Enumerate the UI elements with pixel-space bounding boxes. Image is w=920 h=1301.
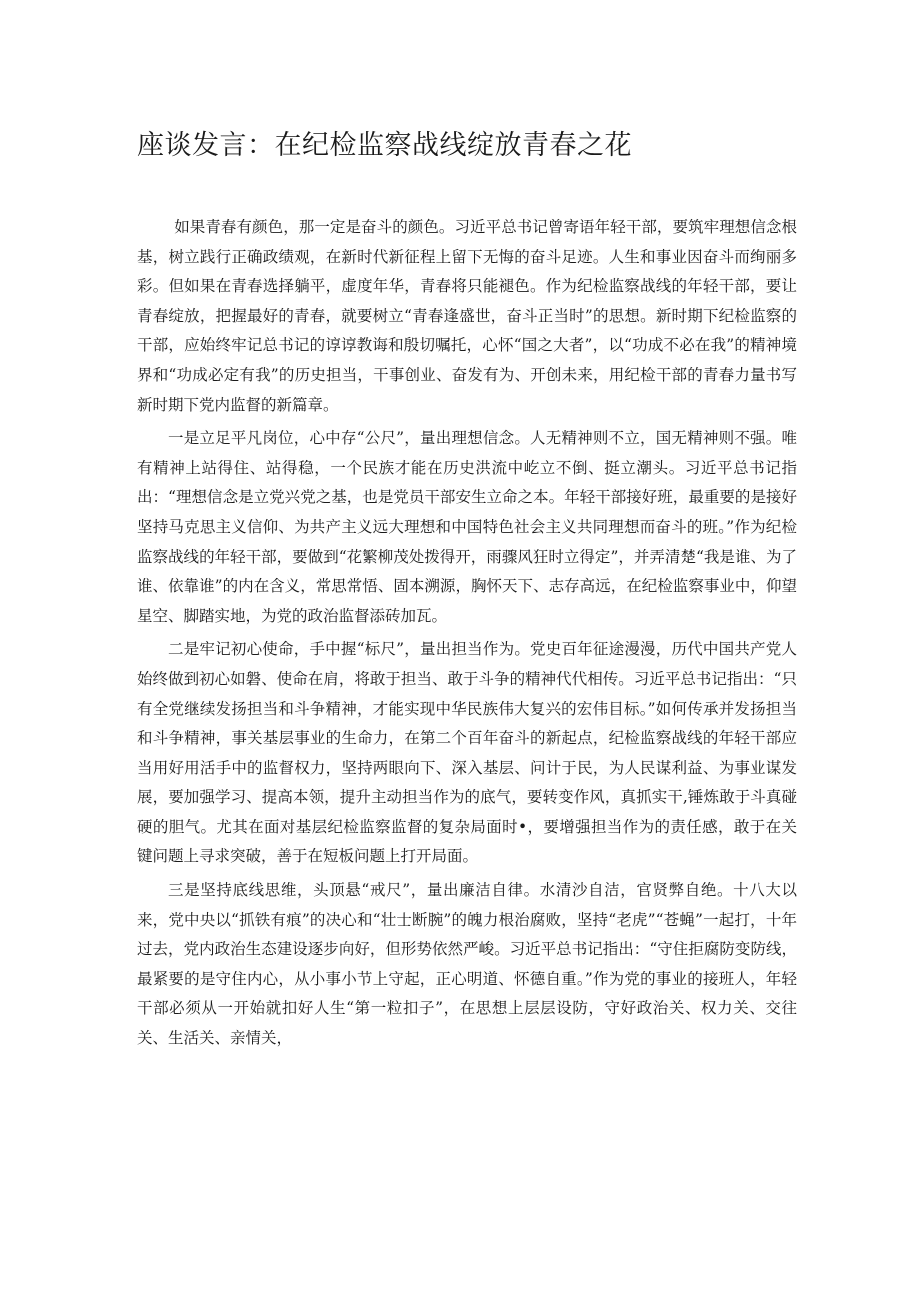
document-body <box>137 213 797 1058</box>
paragraph-point-one: 一是立足平凡岗位，心中存“公尺”，量出理想信念。人无精神则不立，国无精神则不强。唯有精神上站得住、站得稳，一个民族才能在历史洪流中屹立不倒、挺立潮头。习近平总书记指出：“理想信念是立党兴党之基，也是党员干部安生立命之本。年轻干部接好班，最重要的是接好坚持马克思主义信仰、为共产主义远大理想和中国特色社会主义共同理想而奋斗的班。”作为纪检监察战线的年轻干部，要做到“花繁柳茂处拨得开，雨骤风狂时立得定”，并弄清楚“我是谁、为了谁、依靠谁”的内在含义，常思常悟、固本溯源，胸怀天下、志存高远，在纪检监察事业中，仰望星空、脚踏实地，为党的政治监督添砖加瓦。 <box>137 429 797 625</box>
document-title: 座谈发言：在纪检监察战线绽放青春之花 <box>137 130 632 161</box>
paragraph-point-two: 二是牢记初心使命，手中握“标尺”，量出担当作为。党史百年征途漫漫，历代中国共产党人始终做到初心如磐、使命在肩，将敢于担当、敢于斗争的精神代代相传。习近平总书记指出：“只有全党继续发扬担当和斗争精神，才能实现中华民族伟大复兴的宏伟目标。”如何传承并发扬担当和斗争精神，事关基层事业的生命力，在第二个百年奋斗的新起点，纪检监察战线的年轻干部应当用好用活手中的监督权力，坚持两眼向下、深入基层、问计于民，为人民谋利益、为事业谋发展，要加强学习、提高本领，提升主动担当作为的底气，要转变作风，真抓实干,锤炼敢于斗真碰硬的胆气。尤其在面对基层纪检监察监督的复杂局面时•，要增强担当作为的责任感，敢于在关键问题上寻求突破，善于在短板问题上打开局面。 <box>137 640 797 866</box>
paragraph-intro: 如果青春有颜色，那一定是奋斗的颜色。习近平总书记曾寄语年轻干部，要筑牢理想信念根基，树立践行正确政绩观，在新时代新征程上留下无悔的奋斗足迹。人生和事业因奋斗而绚丽多彩。但如果在青春选择躺平，虚度年华，青春将只能褪色。作为纪检监察战线的年轻干部，要让青春绽放，把握最好的青春，就要树立“青春逢盛世，奋斗正当时”的思想。新时期下纪检监察的干部，应始终牢记总书记的谆谆教诲和殷切嘱托，心怀“国之大者”，以“功成不必在我”的精神境界和“功成必定有我”的历史担当，干事创业、奋发有为、开创未来，用纪检干部的青春力量书写新时期下党内监督的新篇章。 <box>137 218 797 414</box>
paragraph-point-three: 三是坚持底线思维，头顶悬“戒尺”，量出廉洁自律。水清沙自洁，官贤弊自绝。十八大以来，党中央以“抓铁有痕”的决心和“壮士断腕”的魄力根治腐败，坚持“老虎”“苍蝇”一起打，十年过去，党内政治生态建设逐步向好，但形势依然严峻。习近平总书记指出：“守住拒腐防变防线，最紧要的是守住内心，从小事小节上守起，正心明道、怀德自重。”作为党的事业的接班人，年轻干部必须从一开始就扣好人生“第一粒扣子”，在思想上层层设防，守好政治关、权力关、交往关、生活关、亲情关， <box>137 881 797 1048</box>
